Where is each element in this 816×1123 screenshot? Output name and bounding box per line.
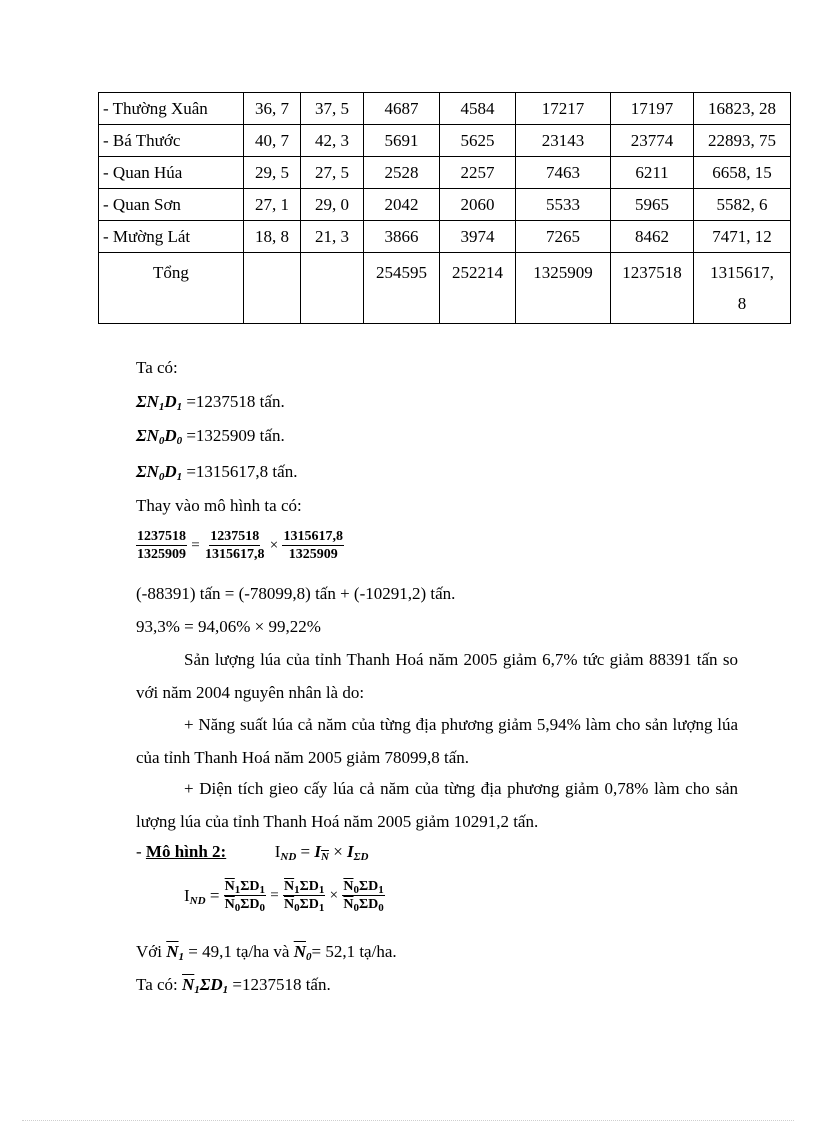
percent-line: 93,3% = 94,06% × 99,22% xyxy=(136,617,321,636)
equation-sum-n0d1 xyxy=(136,462,297,482)
model2-formula: $I_{ND}$ = $\frac{\overline{N}_1\Sigma D_1}{\overline{N}_0\Sigma D_0}$ = $\frac{\overline{N}_1\Sigma D_1}{\overline{N}_0\Sigma D_1}$ × $\frac{\overline{N}_0\Sigma D_1}{\overline{N}_0\Sigma D_0}$ xyxy=(184,879,384,914)
fraction: $\frac{\overline{N}_1\Sigma D_1}{\overline{N}_0\Sigma D_0}$ xyxy=(224,879,266,914)
thay-vao-text: Thay vào mô hình ta có: xyxy=(136,496,302,515)
equation-value: =1325909 tấn. xyxy=(186,426,285,445)
table-cell: 37, 5 xyxy=(301,93,364,125)
formula-symbol: $\Sigma N_0D_0$ xyxy=(136,426,183,447)
table-row xyxy=(99,157,791,189)
total-value-part1: 1315617, xyxy=(710,263,774,282)
formula-symbol: $\Sigma N_1D_1$ xyxy=(136,392,183,413)
formula-symbol: $\overline{N}_0$ xyxy=(293,942,312,963)
page-footer-divider xyxy=(22,1120,794,1121)
table-cell: 17217 xyxy=(516,93,611,125)
table-cell: 5625 xyxy=(440,125,516,157)
total-label: Tổng xyxy=(99,253,244,324)
district-name: - Quan Sơn xyxy=(99,189,244,221)
table-cell: 2257 xyxy=(440,157,516,189)
formula-symbol: $\Sigma N_0D_1$ xyxy=(136,462,183,483)
table-cell: 2060 xyxy=(440,189,516,221)
table-cell: 40, 7 xyxy=(244,125,301,157)
table-row xyxy=(99,221,791,253)
district-name: - Mường Lát xyxy=(99,221,244,253)
formula-symbol: $I_{ND} = I_{\overline{N}} \times I_{\Sigma D}$ xyxy=(274,842,369,863)
table-cell: 3866 xyxy=(364,221,440,253)
table-cell: 7265 xyxy=(516,221,611,253)
equation-sum-n1d1 xyxy=(136,392,285,412)
difference-line: (-88391) tấn = (-78099,8) tấn + (-10291,2) tấn. xyxy=(136,584,456,603)
equation-sum-n0d0 xyxy=(136,426,285,446)
paragraph: Sản lượng lúa của tỉnh Thanh Hoá năm 2005 giảm 6,7% tức giảm 88391 tấn so với năm 2004 nguyên nhân là do: xyxy=(136,650,738,702)
paragraph: + Diện tích gieo cấy lúa cả năm của từng địa phương giảm 0,78% làm cho sản lượng lúa của tỉnh Thanh Hoá năm 2005 giảm 10291,2 tấn. xyxy=(136,779,738,831)
total-row xyxy=(99,253,791,324)
table-cell: 4687 xyxy=(364,93,440,125)
fraction-equation: $\frac{1237518}{1325909}$ = $\frac{1237518}{1315617,8}$ × $\frac{1315617,8}{1325909}$ xyxy=(137,529,343,562)
table-cell: 3974 xyxy=(440,221,516,253)
equation-value: =1315617,8 tấn. xyxy=(186,462,298,481)
table-cell: 18, 8 xyxy=(244,221,301,253)
table-row xyxy=(99,189,791,221)
table-cell: 5533 xyxy=(516,189,611,221)
table-cell: 4584 xyxy=(440,93,516,125)
table-cell: 36, 7 xyxy=(244,93,301,125)
total-value-part2: 8 xyxy=(737,294,747,313)
formula-symbol: $\overline{N}_1$ xyxy=(166,942,185,963)
table-cell xyxy=(301,253,364,324)
table-cell: 7463 xyxy=(516,157,611,189)
table-row xyxy=(99,125,791,157)
table-cell: 17197 xyxy=(611,93,694,125)
formula-symbol: $\overline{N}_1\Sigma D_1$ xyxy=(182,975,229,996)
table-cell: 42, 3 xyxy=(301,125,364,157)
table-cell: 21, 3 xyxy=(301,221,364,253)
fraction: $\frac{1237518}{1315617,8}$ xyxy=(204,529,265,562)
table-cell: 254595 xyxy=(364,253,440,324)
table-cell: 6658, 15 xyxy=(694,157,791,189)
table-cell: 5691 xyxy=(364,125,440,157)
table-cell: 8462 xyxy=(611,221,694,253)
table-cell: 1237518 xyxy=(611,253,694,324)
fraction: $\frac{\overline{N}_1\Sigma D_1}{\overline{N}_0\Sigma D_1}$ xyxy=(284,879,325,914)
district-name: - Bá Thước xyxy=(99,125,244,157)
table-cell xyxy=(694,253,791,324)
ta-co-label: Ta có: xyxy=(136,358,178,377)
equation-value: =1237518 tấn. xyxy=(186,392,285,411)
district-name: - Quan Húa xyxy=(99,157,244,189)
district-name: - Thường Xuân xyxy=(99,93,244,125)
table-row xyxy=(99,93,791,125)
table-cell: 2042 xyxy=(364,189,440,221)
paragraph: + Năng suất lúa cả năm của từng địa phương giảm 5,94% làm cho sản lượng lúa của tỉnh Thanh Hoá năm 2005 giảm 78099,8 tấn. xyxy=(136,715,738,767)
table-cell: 27, 5 xyxy=(301,157,364,189)
with-line: Với $\overline{N}_1 = 49,1$ tạ/ha và $\overline{N}_0= 52,1$ tạ/ha. xyxy=(136,942,397,963)
table-cell: 22893, 75 xyxy=(694,125,791,157)
table-cell xyxy=(244,253,301,324)
table-cell: 7471, 12 xyxy=(694,221,791,253)
table-cell: 1325909 xyxy=(516,253,611,324)
table-cell: 23774 xyxy=(611,125,694,157)
fraction: $\frac{1315617,8}{1325909}$ xyxy=(283,529,343,562)
production-table xyxy=(98,92,791,324)
table-cell: 2528 xyxy=(364,157,440,189)
table-cell: 6211 xyxy=(611,157,694,189)
table-cell: 29, 0 xyxy=(301,189,364,221)
table-cell: 29, 5 xyxy=(244,157,301,189)
model2-heading: - Mô hình 2: $I_{ND} = I_{\overline{N}} \times I_{\Sigma D}$ xyxy=(136,842,369,863)
fraction: $\frac{\overline{N}_0\Sigma D_1}{\overline{N}_0\Sigma D_0}$ xyxy=(343,879,384,914)
table-cell: 5582, 6 xyxy=(694,189,791,221)
fraction: $\frac{1237518}{1325909}$ xyxy=(137,529,186,562)
table-cell: 27, 1 xyxy=(244,189,301,221)
table-cell: 23143 xyxy=(516,125,611,157)
table-cell: 252214 xyxy=(440,253,516,324)
table-cell: 16823, 28 xyxy=(694,93,791,125)
last-equation: Ta có: $\overline{N}_1\Sigma D_1 =1237518$ tấn. xyxy=(136,975,331,996)
table-cell: 5965 xyxy=(611,189,694,221)
